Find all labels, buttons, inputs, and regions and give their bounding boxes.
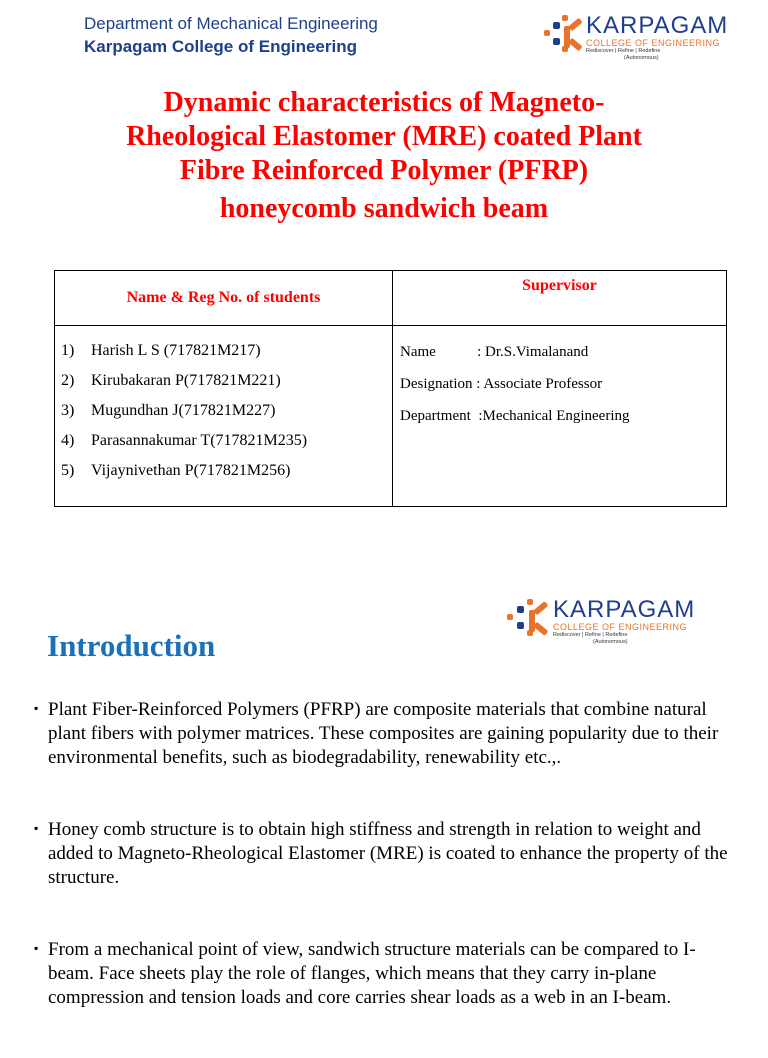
list-item: 1) Harish L S (717821M217) bbox=[61, 336, 392, 366]
bullet-icon: ▪ bbox=[34, 701, 39, 715]
bullet-text: From a mechanical point of view, sandwich structure materials can be compared to I-beam. Face sheets play the role of flanges, which means that they carry in-plane compression and tension loads and core carries shear loads as a web in an I-beam. bbox=[48, 939, 696, 1008]
introduction-bullets bbox=[34, 698, 734, 1058]
bullet-text: Plant Fiber-Reinforced Polymers (PFRP) are composite materials that combine natural plant fibers with polymer matrices. These composites are gaining popularity due to their environmental benefits, such as biodegradability, renewability etc.,. bbox=[48, 699, 719, 768]
supervisor-name-row: Name : Dr.S.Vimalanand bbox=[400, 344, 589, 360]
title-line-1: Dynamic characteristics of Magneto- bbox=[163, 87, 605, 118]
department-header bbox=[84, 12, 378, 59]
logo-tagline: Rediscover | Refine | Redefine bbox=[553, 632, 628, 638]
title-line-3: Fibre Reinforced Polymer (PFRP) bbox=[179, 155, 589, 186]
list-item: 3) Mugundhan J(717821M227) bbox=[61, 396, 392, 426]
title-line-4: honeycomb sandwich beam bbox=[219, 193, 549, 224]
college-name: Karpagam College of Engineering bbox=[84, 37, 357, 56]
bullet-icon: ▪ bbox=[34, 821, 39, 835]
logo-subtitle: COLLEGE OF ENGINEERING bbox=[586, 38, 721, 48]
logo-brand: KARPAGAM bbox=[553, 596, 696, 623]
title-line-2: Rheological Elastomer (MRE) coated Plant bbox=[126, 121, 642, 152]
logo-status: (Autonomous) bbox=[593, 639, 628, 645]
supervisor-department-row: Department :Mechanical Engineering bbox=[400, 408, 630, 424]
bullet-icon: ▪ bbox=[34, 941, 39, 955]
students-list bbox=[55, 326, 393, 507]
list-item bbox=[34, 698, 734, 770]
logo-brand: KARPAGAM bbox=[586, 12, 729, 39]
list-item bbox=[34, 938, 734, 1010]
student-name: Harish L S (717821M217) bbox=[91, 342, 261, 359]
list-item: 4) Parasannakumar T(717821M235) bbox=[61, 426, 392, 456]
logo-status: (Autonomous) bbox=[624, 55, 659, 61]
karpagam-logo-icon bbox=[544, 14, 586, 54]
college-logo-secondary bbox=[507, 598, 695, 646]
college-logo bbox=[544, 14, 728, 62]
student-name: Mugundhan J(717821M227) bbox=[91, 402, 276, 419]
department-name: Department of Mechanical Engineering bbox=[84, 14, 378, 33]
presentation-title bbox=[20, 86, 748, 226]
logo-subtitle: COLLEGE OF ENGINEERING bbox=[553, 622, 688, 632]
student-name: Vijaynivethan P(717821M256) bbox=[91, 462, 291, 479]
supervisor-header: Supervisor bbox=[393, 271, 727, 326]
student-name: Parasannakumar T(717821M235) bbox=[91, 432, 308, 449]
list-item bbox=[34, 818, 734, 890]
student-name: Kirubakaran P(717821M221) bbox=[91, 372, 281, 389]
team-table bbox=[54, 270, 727, 507]
supervisor-details bbox=[393, 326, 727, 507]
karpagam-logo-icon bbox=[507, 598, 553, 638]
list-item: 2) Kirubakaran P(717821M221) bbox=[61, 366, 392, 396]
students-header: Name & Reg No. of students bbox=[55, 271, 393, 326]
list-item: 5) Vijaynivethan P(717821M256) bbox=[61, 456, 392, 486]
logo-tagline: Rediscover | Refine | Redefine bbox=[586, 48, 661, 54]
supervisor-designation-row: Designation : Associate Professor bbox=[400, 376, 603, 392]
introduction-heading: Introduction bbox=[47, 628, 216, 663]
bullet-text: Honey comb structure is to obtain high stiffness and strength in relation to weight and added to Magneto-Rheological Elastomer (MRE) is coated to enhance the property of the structure. bbox=[48, 819, 728, 888]
